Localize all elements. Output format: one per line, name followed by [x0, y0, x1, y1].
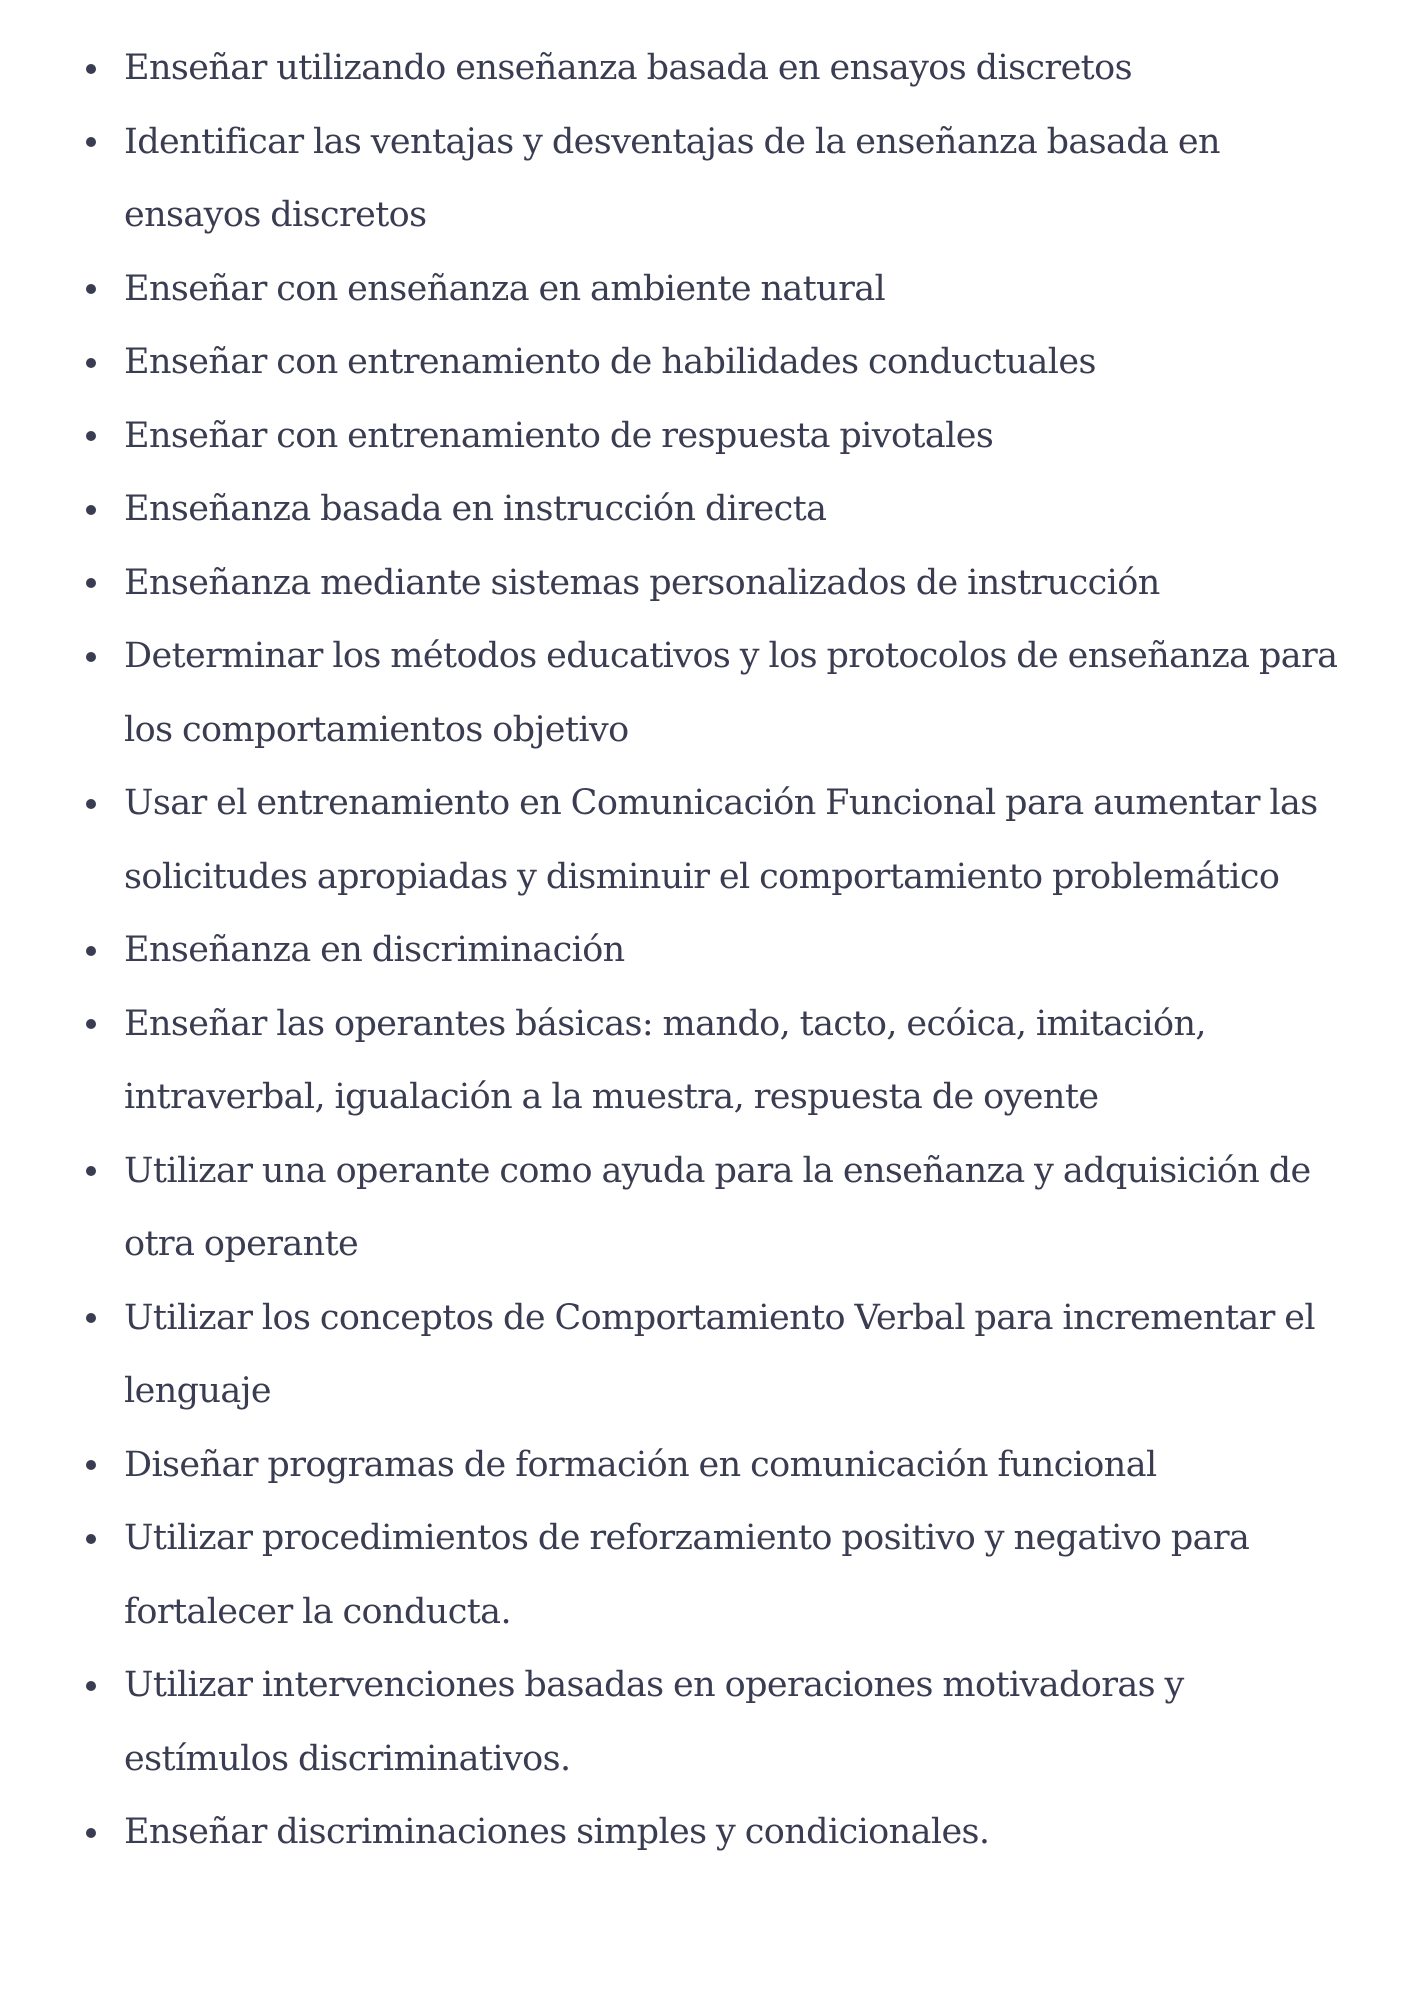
list-item-text: Identificar las ventajas y desventajas de la enseñanza basada en ensayos discretos — [124, 121, 1220, 235]
bullet-icon — [86, 1828, 96, 1838]
list-item — [0, 473, 1414, 547]
list-item-text: Usar el entrenamiento en Comunicación Funcional para aumentar las solicitudes apropiadas y disminuir el comportamiento problemático — [124, 783, 1318, 897]
list-item — [0, 914, 1414, 988]
list-item — [0, 326, 1414, 400]
list-item-text: Utilizar los conceptos de Comportamiento Verbal para incrementar el lenguaje — [124, 1297, 1315, 1411]
bullet-icon — [86, 1681, 96, 1691]
bullet-icon — [86, 946, 96, 956]
bullet-icon — [86, 1019, 96, 1029]
list-item — [0, 400, 1414, 474]
list-item — [0, 1502, 1414, 1649]
list-item-text: Enseñanza basada en instrucción directa — [124, 489, 827, 529]
bullet-icon — [86, 652, 96, 662]
list-item — [0, 547, 1414, 621]
list-item-text: Utilizar una operante como ayuda para la enseñanza y adquisición de otra operante — [124, 1150, 1311, 1264]
list-item-text: Enseñanza mediante sistemas personalizados de instrucción — [124, 562, 1160, 603]
list-item-text: Enseñar discriminaciones simples y condicionales. — [124, 1812, 990, 1852]
list-item-text: Enseñanza en discriminación — [124, 930, 625, 970]
bullet-icon — [86, 137, 96, 147]
list-item-text: Enseñar con entrenamiento de habilidades conductuales — [124, 342, 1096, 382]
list-item — [0, 620, 1414, 767]
bullet-icon — [86, 799, 96, 809]
list-item-text: Enseñar las operantes básicas: mando, tacto, ecóica, imitación, intraverbal, igualación a la muestra, respuesta de oyente — [124, 1003, 1206, 1117]
bullet-icon — [86, 1313, 96, 1323]
list-item — [0, 106, 1414, 253]
list-item-text: Enseñar con entrenamiento de respuesta pivotales — [124, 415, 994, 456]
bullet-icon — [86, 1166, 96, 1176]
bullet-icon — [86, 578, 96, 588]
list-item — [0, 32, 1414, 106]
list-item — [0, 1135, 1414, 1282]
list-item — [0, 1282, 1414, 1429]
bullet-icon — [86, 64, 96, 74]
list-item-text: Enseñar utilizando enseñanza basada en ensayos discretos — [124, 48, 1132, 88]
list-item — [0, 1429, 1414, 1503]
bullet-icon — [86, 431, 96, 441]
list-item — [0, 988, 1414, 1135]
bullet-icon — [86, 358, 96, 368]
bullet-icon — [86, 1460, 96, 1470]
list-item-text: Utilizar procedimientos de reforzamiento positivo y negativo para fortalecer la conducta. — [124, 1518, 1250, 1632]
list-item-text: Diseñar programas de formación en comunicación funcional — [124, 1444, 1157, 1485]
list-item-text: Utilizar intervenciones basadas en operaciones motivadoras y estímulos discriminativos. — [124, 1665, 1184, 1779]
list-item — [0, 767, 1414, 914]
list-item-text: Enseñar con enseñanza en ambiente natural — [124, 268, 886, 309]
bullet-icon — [86, 505, 96, 515]
list-item-text: Determinar los métodos educativos y los protocolos de enseñanza para los comportamientos objetivo — [124, 636, 1338, 750]
list-item — [0, 1796, 1414, 1870]
bullet-icon — [86, 1534, 96, 1544]
bullet-icon — [86, 284, 96, 294]
list-item — [0, 253, 1414, 327]
list-item — [0, 1649, 1414, 1796]
